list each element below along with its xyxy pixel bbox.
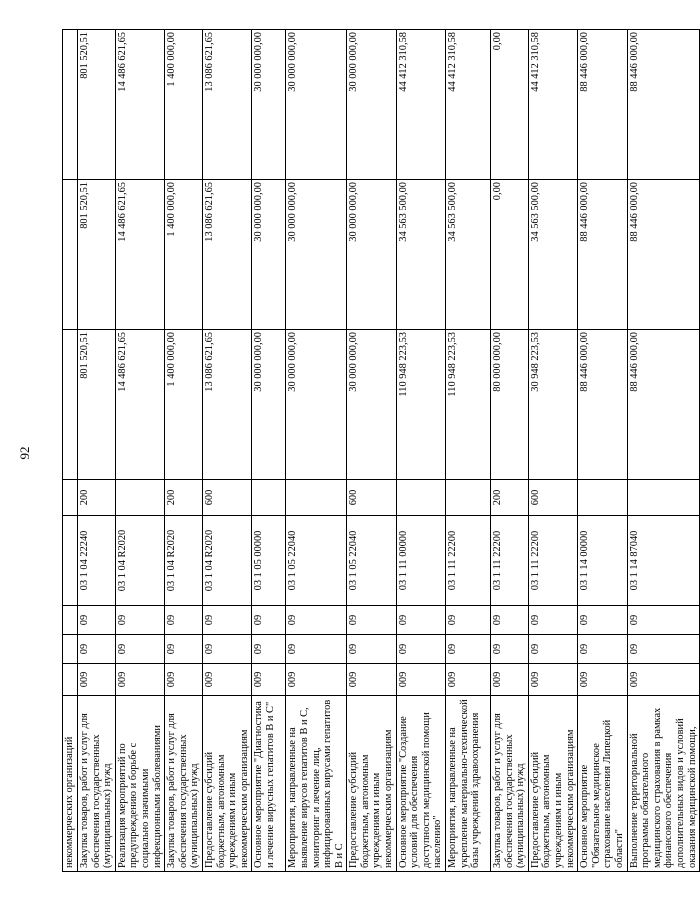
row-name: Основное мероприятие "Создание условий для обеспечения доступности медицинской помощи населению" — [396, 696, 445, 872]
row-code-target: 03 1 05 00000 — [252, 516, 286, 606]
row-code-target: 03 1 14 00000 — [578, 516, 627, 606]
row-amount-year-1: 30 948 223,53 — [528, 330, 577, 480]
row-code-expense-type — [252, 480, 286, 516]
row-code-subsection: 09 — [165, 606, 203, 635]
row-name: Основное мероприятие "Диагностика и лечение вирусных гепатитов В и С" — [252, 696, 286, 872]
row-code-section: 09 — [202, 635, 251, 664]
row-code-expense-type: 600 — [202, 480, 251, 516]
row-code-target: 03 1 11 22200 — [491, 516, 529, 606]
row-code-section: 09 — [446, 635, 491, 664]
row-code-target: 03 1 04 R2020 — [165, 516, 203, 606]
row-code-subsection: 09 — [578, 606, 627, 635]
row-code-section: 09 — [578, 635, 627, 664]
row-code-subsection: 09 — [528, 606, 577, 635]
row-name: Закупка товаров, работ и услуг для обеспечения государственных (муниципальных) нужд — [491, 696, 529, 872]
row-amount-year-2: 88 446 000,00 — [578, 180, 627, 330]
row-amount-year-2: 30 000 000,00 — [252, 180, 286, 330]
row-code-ministry: 009 — [627, 664, 700, 696]
table-row — [578, 30, 627, 872]
row-code-subsection: 09 — [252, 606, 286, 635]
row-code-ministry: 009 — [252, 664, 286, 696]
row-code-ministry — [63, 664, 78, 696]
row-name: Мероприятия, направленные на укрепление материально-технической базы учреждений здравоохранения — [446, 696, 491, 872]
table-row — [446, 30, 491, 872]
row-amount-year-3: 30 000 000,00 — [286, 30, 347, 180]
row-amount-year-2: 13 086 621,65 — [202, 180, 251, 330]
table-row — [165, 30, 203, 872]
row-amount-year-3: 88 446 000,00 — [627, 30, 700, 180]
row-amount-year-3: 44 412 310,58 — [396, 30, 445, 180]
row-code-subsection: 09 — [286, 606, 347, 635]
row-amount-year-2: 14 486 621,65 — [115, 180, 164, 330]
table-row — [286, 30, 347, 872]
row-code-section: 09 — [165, 635, 203, 664]
budget-table — [62, 29, 700, 872]
row-code-target: 03 1 14 87040 — [627, 516, 700, 606]
table-row — [627, 30, 700, 872]
row-name: некоммерческих организаций — [63, 696, 78, 872]
row-code-ministry: 009 — [528, 664, 577, 696]
table-row — [396, 30, 445, 872]
row-code-ministry: 009 — [165, 664, 203, 696]
row-code-expense-type — [578, 480, 627, 516]
row-code-section: 09 — [627, 635, 700, 664]
row-amount-year-2: 88 446 000,00 — [627, 180, 700, 330]
row-code-ministry: 009 — [78, 664, 116, 696]
rotated-table-area — [62, 30, 698, 872]
row-code-expense-type: 600 — [347, 480, 396, 516]
row-code-ministry: 009 — [347, 664, 396, 696]
row-code-section: 09 — [491, 635, 529, 664]
table-row — [202, 30, 251, 872]
row-code-target: 03 1 11 22200 — [446, 516, 491, 606]
row-amount-year-3 — [63, 30, 78, 180]
row-code-subsection: 09 — [446, 606, 491, 635]
row-code-subsection — [63, 606, 78, 635]
row-name: Основное мероприятие "Обязательное медицинское страхование населения Липецкой области" — [578, 696, 627, 872]
row-amount-year-1: 30 000 000,00 — [286, 330, 347, 480]
row-code-target: 03 1 04 R2020 — [202, 516, 251, 606]
row-code-expense-type: 200 — [78, 480, 116, 516]
row-code-section — [63, 635, 78, 664]
row-amount-year-1: 88 446 000,00 — [578, 330, 627, 480]
row-code-expense-type — [286, 480, 347, 516]
page-number: 92 — [17, 446, 32, 460]
row-amount-year-2: 30 000 000,00 — [347, 180, 396, 330]
row-code-section: 09 — [252, 635, 286, 664]
row-code-subsection: 09 — [115, 606, 164, 635]
row-amount-year-3: 0,00 — [491, 30, 529, 180]
row-code-section: 09 — [396, 635, 445, 664]
row-code-target — [63, 516, 78, 606]
row-amount-year-1: 110 948 223,53 — [396, 330, 445, 480]
row-name: Закупка товаров, работ и услуг для обеспечения государственных (муниципальных) нужд — [165, 696, 203, 872]
row-amount-year-3: 1 400 000,00 — [165, 30, 203, 180]
row-code-target: 03 1 11 00000 — [396, 516, 445, 606]
row-code-section: 09 — [78, 635, 116, 664]
row-name: Предоставление субсидий бюджетным, автономным учреждениям и иным некоммерческим организациям — [202, 696, 251, 872]
row-name: Реализация мероприятий по предупреждению и борьбе с социально значимыми инфекционными заболеваниями — [115, 696, 164, 872]
row-name: Мероприятия, направленные на выявление вирусов гепатитов В и С, мониторинг и лечение лиц, инфицированных вирусами гепатитов В и С — [286, 696, 347, 872]
row-code-target: 03 1 05 22040 — [286, 516, 347, 606]
row-code-ministry: 009 — [202, 664, 251, 696]
row-code-ministry: 009 — [286, 664, 347, 696]
row-amount-year-1: 110 948 223,53 — [446, 330, 491, 480]
row-amount-year-1 — [63, 330, 78, 480]
table-row — [252, 30, 286, 872]
row-amount-year-2 — [63, 180, 78, 330]
row-code-target: 03 1 04 R2020 — [115, 516, 164, 606]
row-code-expense-type: 200 — [165, 480, 203, 516]
row-code-section: 09 — [286, 635, 347, 664]
row-name: Выполнение территориальной программы обязательного медицинского страхования в рамках финансового обеспечения дополнительных видов и условий оказания медицинской помощи, — [627, 696, 700, 872]
row-code-expense-type — [115, 480, 164, 516]
row-code-ministry: 009 — [115, 664, 164, 696]
row-code-expense-type: 200 — [491, 480, 529, 516]
row-code-expense-type — [63, 480, 78, 516]
row-code-section: 09 — [347, 635, 396, 664]
row-code-ministry: 009 — [446, 664, 491, 696]
row-code-subsection: 09 — [78, 606, 116, 635]
row-amount-year-3: 44 412 310,58 — [528, 30, 577, 180]
row-code-section: 09 — [115, 635, 164, 664]
row-code-target: 03 1 11 22200 — [528, 516, 577, 606]
row-amount-year-2: 0,00 — [491, 180, 529, 330]
row-amount-year-3: 44 412 310,58 — [446, 30, 491, 180]
row-amount-year-1: 30 000 000,00 — [252, 330, 286, 480]
row-name: Закупка товаров, работ и услуг для обеспечения государственных (муниципальных) нужд — [78, 696, 116, 872]
row-amount-year-3: 801 520,51 — [78, 30, 116, 180]
row-amount-year-3: 13 086 621,65 — [202, 30, 251, 180]
row-code-section: 09 — [528, 635, 577, 664]
table-row — [491, 30, 529, 872]
row-name: Предоставление субсидий бюджетным, автономным учреждениям и иным некоммерческим организациям — [347, 696, 396, 872]
row-amount-year-1: 80 000 000,00 — [491, 330, 529, 480]
row-code-expense-type: 600 — [528, 480, 577, 516]
table-row — [528, 30, 577, 872]
row-code-expense-type — [627, 480, 700, 516]
row-code-ministry: 009 — [578, 664, 627, 696]
row-code-expense-type — [446, 480, 491, 516]
row-code-ministry: 009 — [396, 664, 445, 696]
row-amount-year-3: 30 000 000,00 — [252, 30, 286, 180]
row-code-expense-type — [396, 480, 445, 516]
row-amount-year-1: 88 446 000,00 — [627, 330, 700, 480]
table-row — [347, 30, 396, 872]
row-code-subsection: 09 — [627, 606, 700, 635]
row-amount-year-1: 1 400 000,00 — [165, 330, 203, 480]
row-code-subsection: 09 — [347, 606, 396, 635]
row-amount-year-2: 34 563 500,00 — [446, 180, 491, 330]
row-amount-year-1: 801 520,51 — [78, 330, 116, 480]
table-row — [78, 30, 116, 872]
table-row — [63, 30, 78, 872]
row-code-target: 03 1 04 22240 — [78, 516, 116, 606]
row-amount-year-2: 30 000 000,00 — [286, 180, 347, 330]
row-code-subsection: 09 — [396, 606, 445, 635]
row-amount-year-2: 801 520,51 — [78, 180, 116, 330]
row-amount-year-2: 1 400 000,00 — [165, 180, 203, 330]
row-code-subsection: 09 — [202, 606, 251, 635]
row-amount-year-3: 30 000 000,00 — [347, 30, 396, 180]
row-amount-year-2: 34 563 500,00 — [528, 180, 577, 330]
row-amount-year-3: 88 446 000,00 — [578, 30, 627, 180]
row-amount-year-1: 13 086 621,65 — [202, 330, 251, 480]
row-code-target: 03 1 05 22040 — [347, 516, 396, 606]
row-code-subsection: 09 — [491, 606, 529, 635]
row-code-ministry: 009 — [491, 664, 529, 696]
row-amount-year-1: 14 486 621,65 — [115, 330, 164, 480]
row-amount-year-2: 34 563 500,00 — [396, 180, 445, 330]
row-amount-year-1: 30 000 000,00 — [347, 330, 396, 480]
row-amount-year-3: 14 486 621,65 — [115, 30, 164, 180]
table-row — [115, 30, 164, 872]
row-name: Предоставление субсидий бюджетным, автономным учреждениям и иным некоммерческим организациям — [528, 696, 577, 872]
